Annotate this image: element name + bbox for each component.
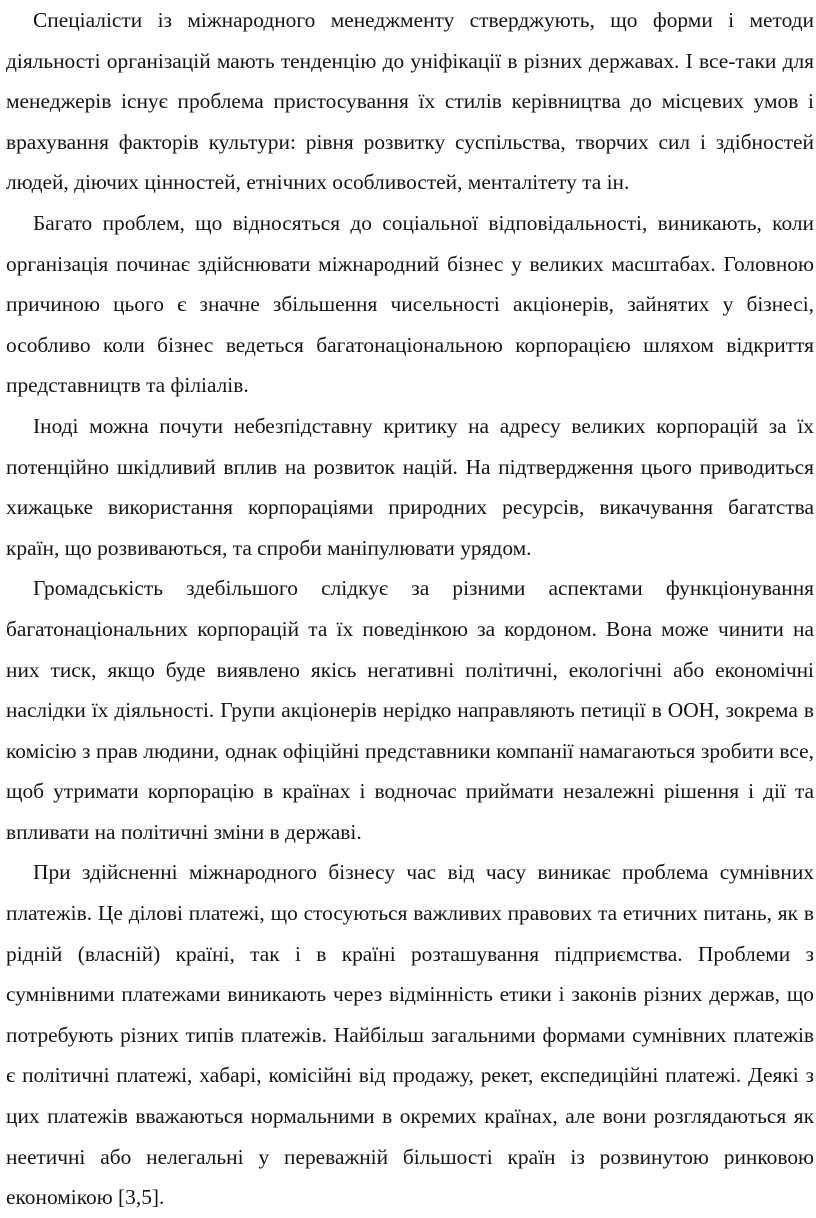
document-page xyxy=(6,0,814,1218)
paragraph-questionable-payments: При здійсненні міжнародного бізнесу час від часу виникає проблема сумнівних платежів. Це ділові платежі, що стосуються важливих правових та етичних питань, як в рідній (власній) країні, так і в країні розташування підприємства. Проблеми з сумнівними платежами виникають через відмінність етики і законів різних держав, що потребують різних типів платежів. Найбільш загальними формами сумнівних платежів є політичні платежі, хабарі, комісійні від продажу, рекет, експедиційні платежі. Деякі з цих платежів вважаються нормальними в окремих країнах, але вони розглядаються як неетичні або нелегальні у переважній більшості країн із розвинутою ринковою економікою [3,5]. xyxy=(6,860,814,1210)
paragraph-corporate-criticism: Іноді можна почути небезпідставну критику на адресу великих корпорацій за їх потенційно шкідливий вплив на розвиток націй. На підтвердження цього приводиться хижацьке використання корпораціями природних ресурсів, викачування багатства країн, що розвиваються, та спроби маніпулювати урядом. xyxy=(6,413,814,560)
paragraph-public-oversight: Громадськість здебільшого слідкує за різними аспектами функціонування багатонаціональних корпорацій та їх поведінкою за кордоном. Вона може чинити на них тиск, якщо буде виявлено якісь негативні політичні, екологічні або економічні наслідки їх діяльності. Групи акціонерів нерідко направляють петиції в ООН, зокрема в комісію з прав людини, однак офіційні представники компанії намагаються зробити все, щоб утримати корпорацію в країнах і водночас приймати незалежні рішення і дії та впливати на політичні зміни в державі. xyxy=(6,576,814,844)
paragraph-social-responsibility: Багато проблем, що відносяться до соціальної відповідальності, виникають, коли організація починає здійснювати міжнародний бізнес у великих масштабах. Головною причиною цього є значне збільшення чисельності акціонерів, зайнятих у бізнесі, особливо коли бізнес ведеться багатонаціональною корпорацією шляхом відкриття представництв та філіалів. xyxy=(6,210,814,398)
paragraph-intl-management: Спеціалісти із міжнародного менеджменту стверджують, що форми і методи діяльності організацій мають тенденцію до уніфікації в різних державах. І все-таки для менеджерів існує проблема пристосування їх стилів керівництва до місцевих умов і врахування факторів культури: рівня розвитку суспільства, творчих сил і здібностей людей, діючих цінностей, етнічних особливостей, менталітету та ін. xyxy=(6,8,814,195)
